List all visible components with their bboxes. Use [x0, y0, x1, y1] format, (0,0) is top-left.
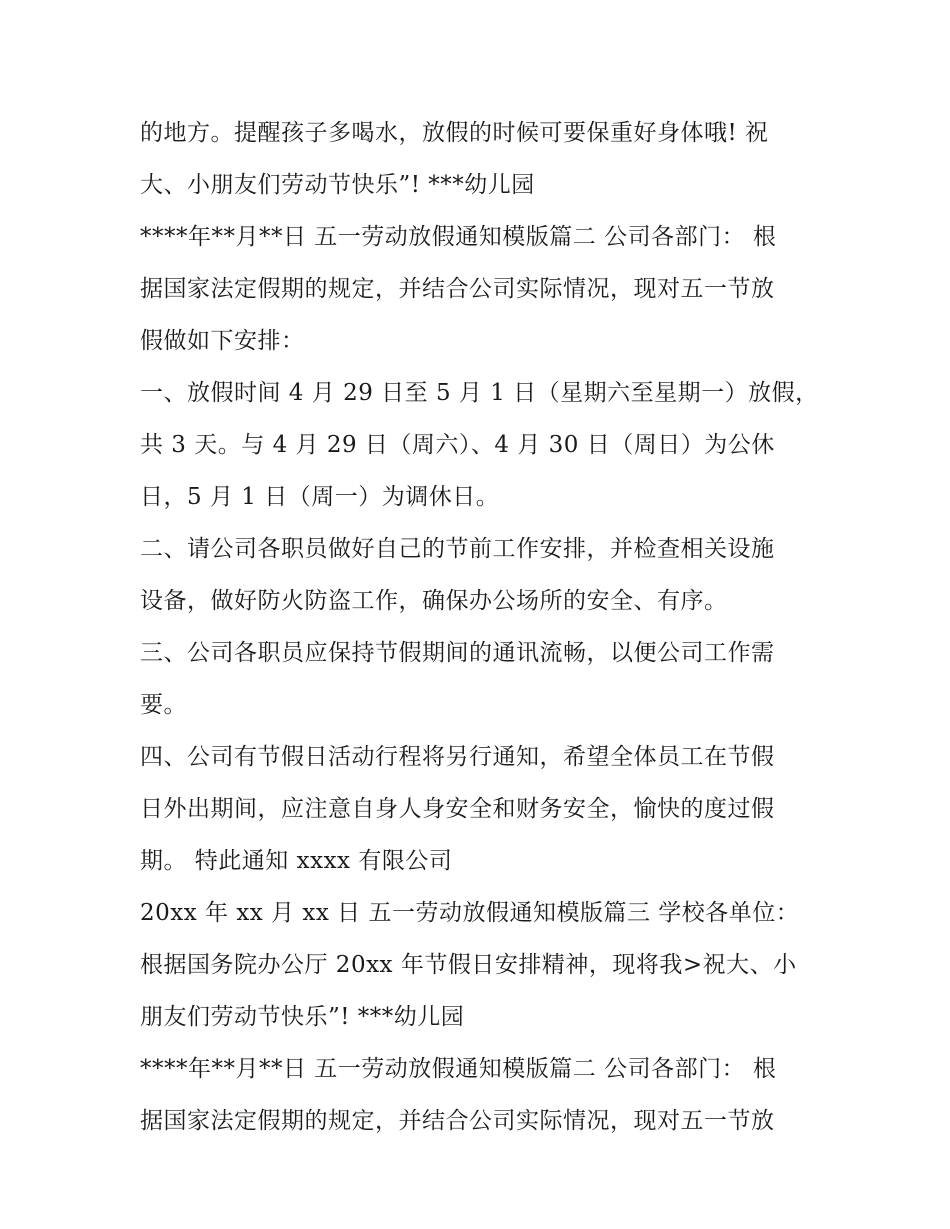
- document-body: [140, 107, 830, 1147]
- text-line: 的地方。提醒孩子多喝水，放假的时候可要保重好身体哦! 祝: [140, 120, 769, 146]
- text-line: 假做如下安排：: [140, 328, 305, 354]
- text-line: 据国家法定假期的规定，并结合公司实际情况，现对五一节放: [140, 276, 775, 302]
- text-line: 四、公司有节假日活动行程将另行通知，希望全体员工在节假: [140, 744, 775, 770]
- text-line: 日外出期间，应注意自身人身安全和财务安全，愉快的度过假: [140, 796, 775, 822]
- text-line: 共 3 天。与 4 月 29 日（周六）、4 月 30 日（周日）为公休: [140, 432, 775, 458]
- text-line: 期。 特此通知 xxxx 有限公司: [140, 848, 453, 874]
- text-line: 大、小朋友们劳动节快乐”! ***幼儿园: [140, 172, 535, 198]
- text-line: ****年**月**日 五一劳动放假通知模版篇二 公司各部门： 根: [140, 1056, 777, 1082]
- text-line: 二、请公司各职员做好自己的节前工作安排，并检查相关设施: [140, 536, 775, 562]
- text-line: ****年**月**日 五一劳动放假通知模版篇二 公司各部门： 根: [140, 224, 777, 250]
- text-line: 日，5 月 1 日（周一）为调休日。: [140, 484, 500, 510]
- text-line: 设备，做好防火防盗工作，确保办公场所的安全、有序。: [140, 588, 728, 614]
- text-line: 要。: [140, 692, 187, 718]
- text-line: 一、放假时间 4 月 29 日至 5 月 1 日（星期六至星期一）放假，: [140, 380, 819, 406]
- text-line: 根据国务院办公厅 20xx 年节假日安排精神，现将我>祝大、小: [140, 952, 797, 978]
- text-line: 据国家法定假期的规定，并结合公司实际情况，现对五一节放: [140, 1108, 775, 1134]
- text-line: 朋友们劳动节快乐”! ***幼儿园: [140, 1004, 465, 1030]
- text-line: 三、公司各职员应保持节假期间的通讯流畅，以便公司工作需: [140, 640, 775, 666]
- text-line: 20xx 年 xx 月 xx 日 五一劳动放假通知模版篇三 学校各单位：: [140, 900, 800, 926]
